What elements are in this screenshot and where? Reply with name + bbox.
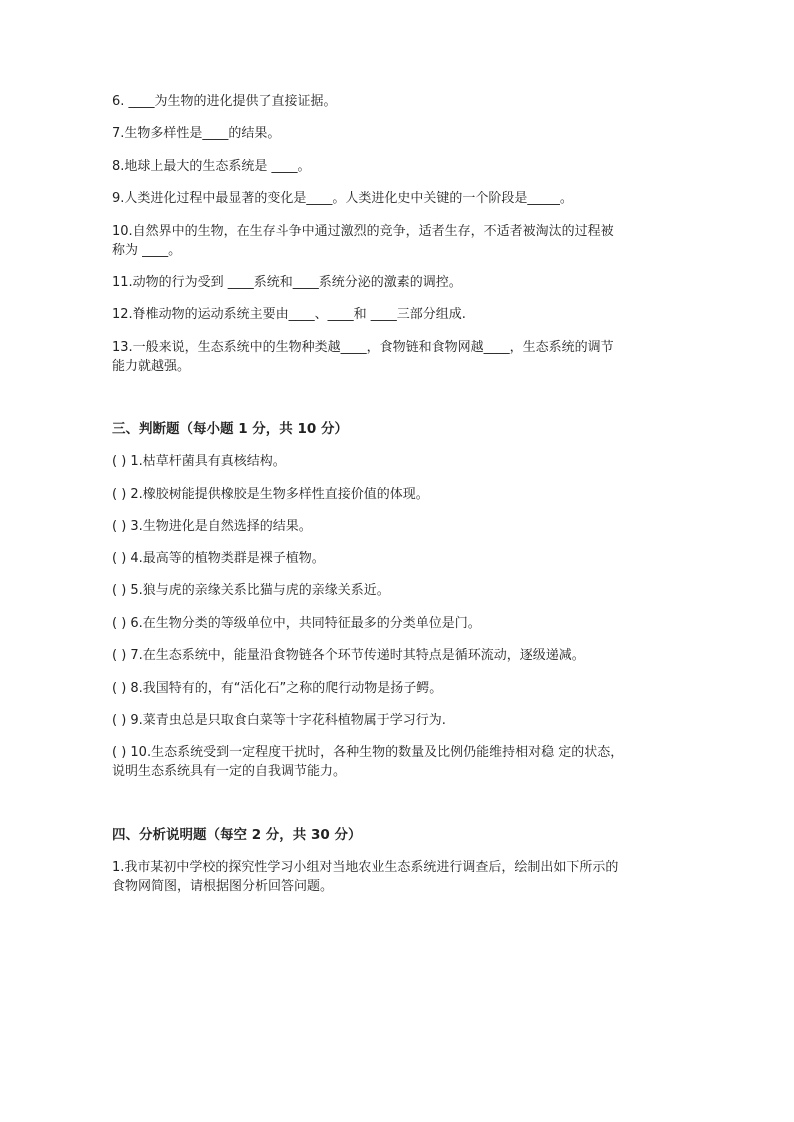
tf-item-8: ( ) 8.我国特有的，有“活化石”之称的爬行动物是扬子鳄。 (112, 681, 443, 696)
tf-item-7: ( ) 7.在生态系统中，能量沿食物链各个环节传递时其特点是循环流动，逐级递减。 (112, 648, 585, 663)
analysis-question-1: 1.我市某初中学校的探究性学习小组对当地农业生态系统进行调查后，绘制出如下所示的 食物网简图，请根据图分析回答问题。 (112, 860, 619, 894)
question-7: 7.生物多样性是____的结果。 (112, 126, 281, 141)
question-10: 10.自然界中的生物，在生存斗争中通过激烈的竞争，适者生存，不适者被淘汰的过程被 称为 ____。 (112, 224, 614, 258)
question-12: 12.脊椎动物的运动系统主要由____、____和 ____三部分组成. (112, 307, 466, 322)
question-8: 8.地球上最大的生态系统是 ____。 (112, 159, 311, 174)
tf-item-5: ( ) 5.狼与虎的亲缘关系比猫与虎的亲缘关系近。 (112, 583, 390, 598)
question-9: 9.人类进化过程中最显著的变化是____。人类进化史中关键的一个阶段是_____。 (112, 191, 573, 206)
tf-item-2: ( ) 2.橡胶树能提供橡胶是生物多样性直接价值的体现。 (112, 487, 429, 502)
question-13: 13.一般来说，生态系统中的生物种类越____，食物链和食物网越____，生态系统的调节 能力就越强。 (112, 340, 614, 374)
tf-item-10: ( ) 10.生态系统受到一定程度干扰时，各种生物的数量及比例仍能维持相对稳 定的状态， 说明生态系统具有一定的自我调节能力。 (112, 745, 624, 779)
tf-item-1: ( ) 1.枯草杆菌具有真核结构。 (112, 454, 286, 469)
tf-item-3: ( ) 3.生物进化是自然选择的结果。 (112, 519, 312, 534)
question-6: 6. ____为生物的进化提供了直接证据。 (112, 94, 337, 109)
tf-item-4: ( ) 4.最高等的植物类群是裸子植物。 (112, 551, 325, 566)
tf-item-6: ( ) 6.在生物分类的等级单位中，共同特征最多的分类单位是门。 (112, 616, 481, 631)
section-heading-true-false: 三、判断题（每小题 1 分，共 10 分） (112, 421, 348, 437)
question-11: 11.动物的行为受到 ____系统和____系统分泌的激素的调控。 (112, 275, 462, 290)
tf-item-9: ( ) 9.菜青虫总是只取食白菜等十字花科植物属于学习行为. (112, 713, 446, 728)
section-heading-analysis: 四、分析说明题（每空 2 分，共 30 分） (112, 827, 362, 843)
